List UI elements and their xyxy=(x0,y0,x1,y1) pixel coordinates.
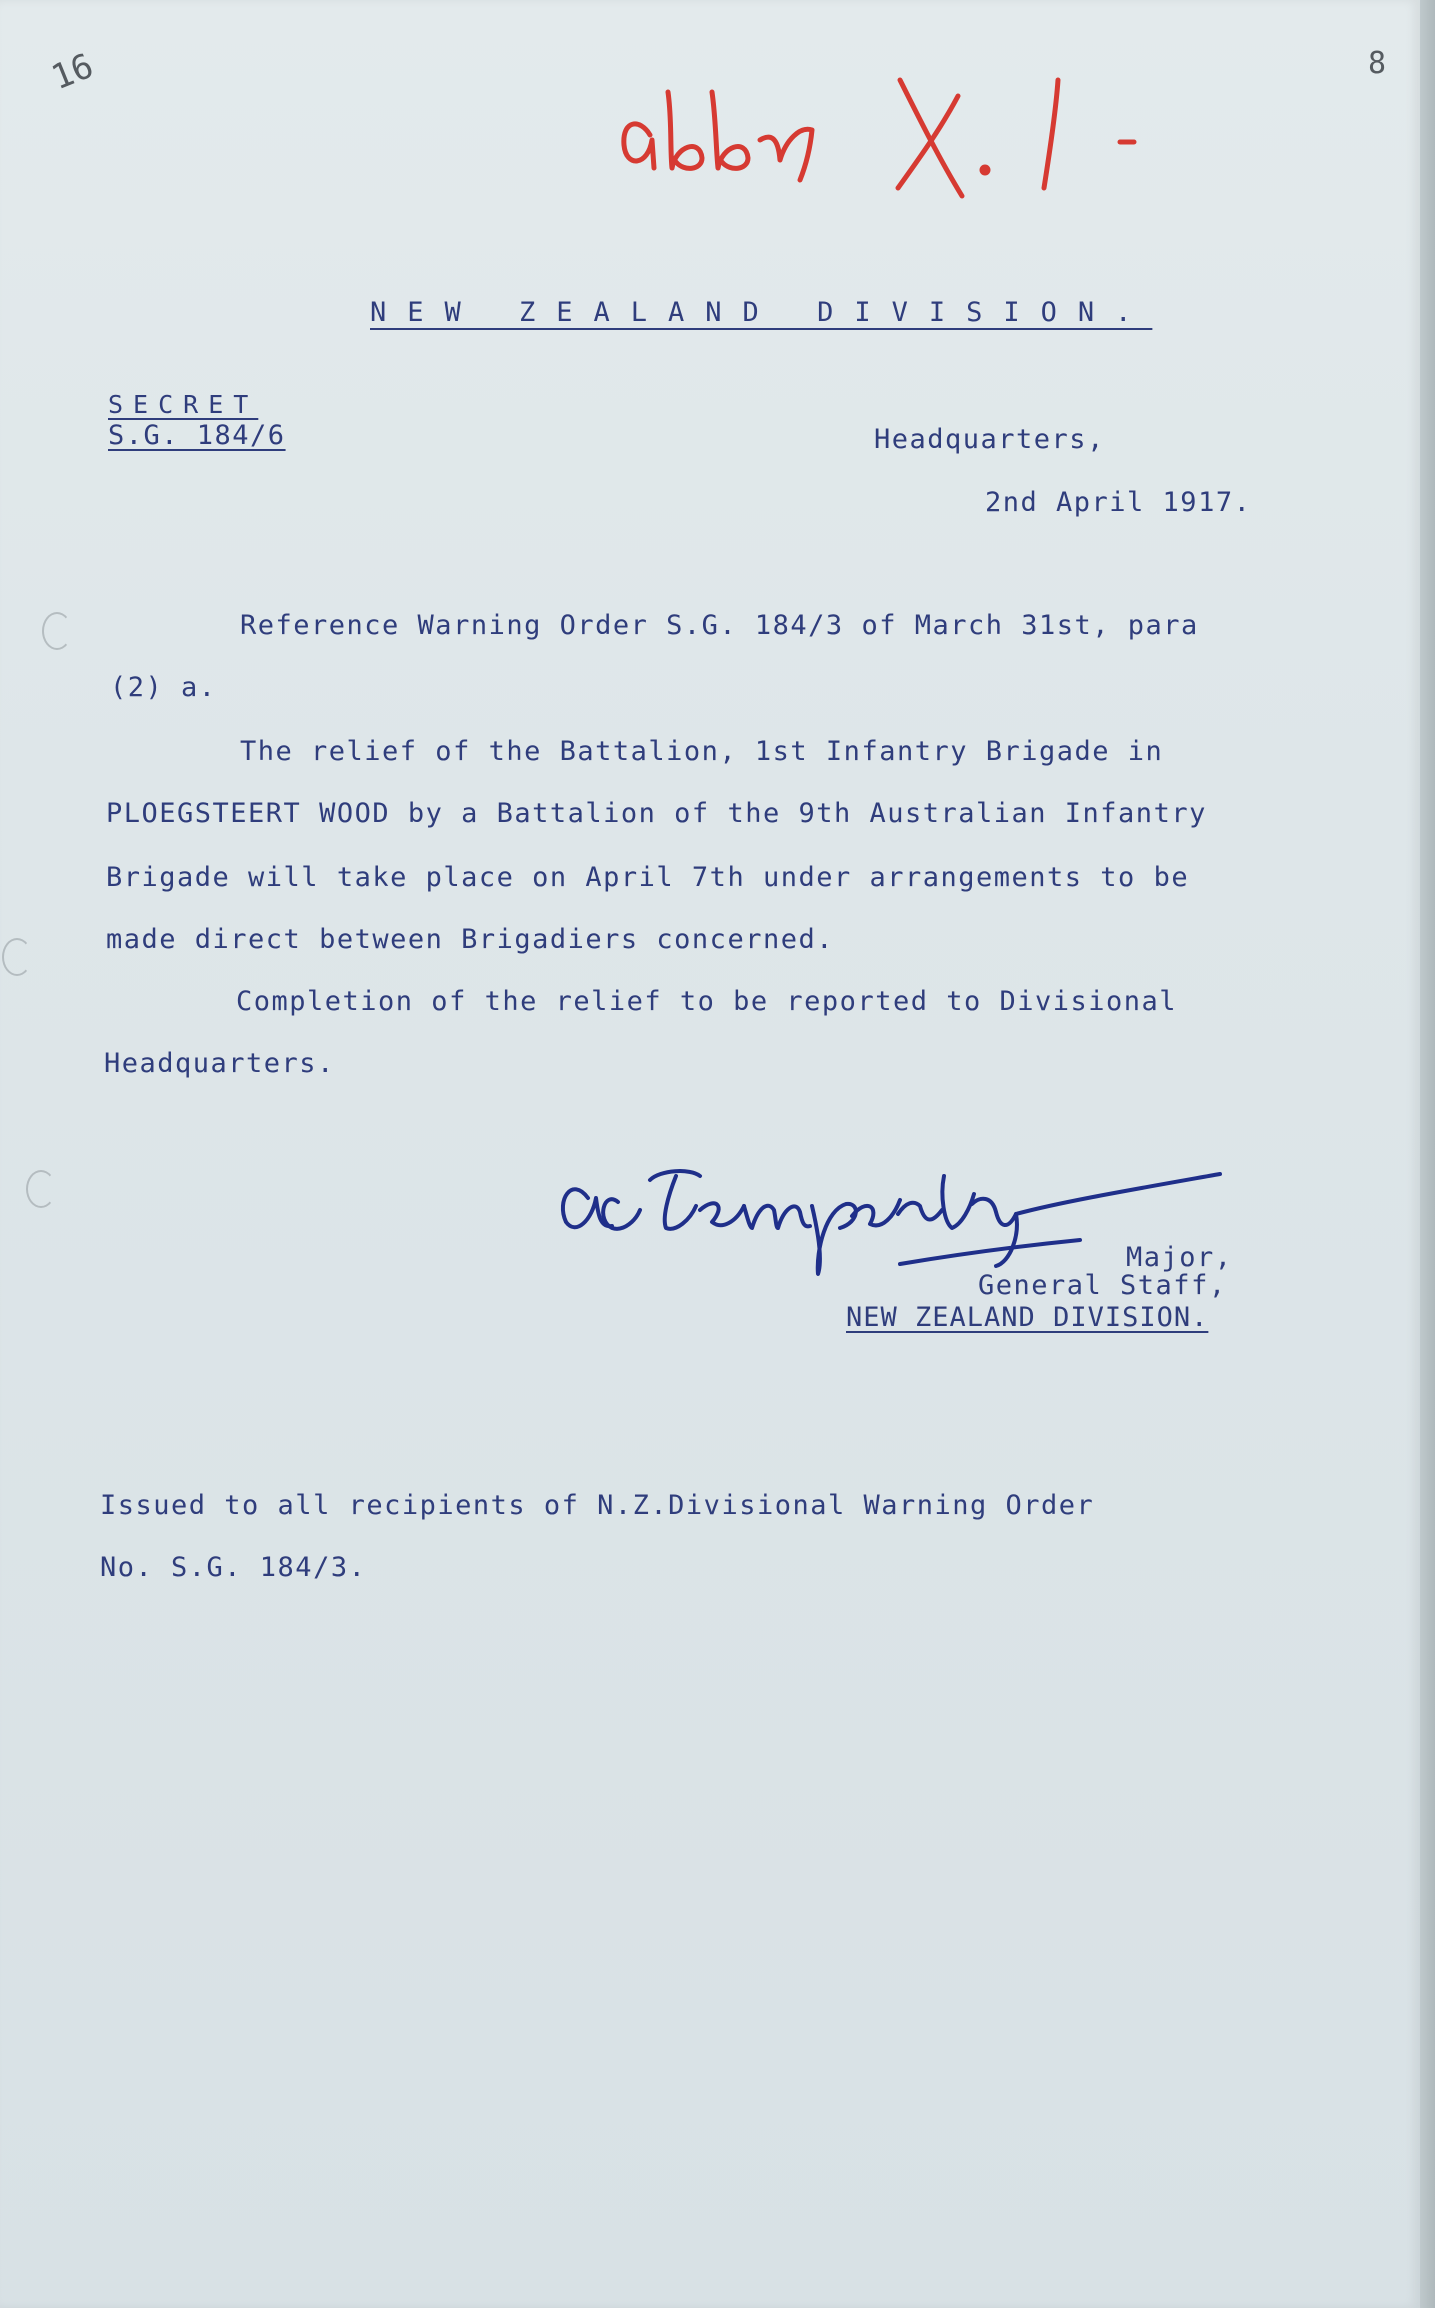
body-line: Reference Warning Order S.G. 184/3 of March 31st, para xyxy=(240,610,1199,641)
folio-number-left: 16 xyxy=(45,45,99,99)
distribution-line: Issued to all recipients of N.Z.Divisional Warning Order xyxy=(100,1490,1095,1521)
signatory-staff: General Staff, xyxy=(978,1270,1227,1301)
body-line: (2) a. xyxy=(110,672,217,703)
page-edge xyxy=(1420,0,1435,2308)
document-date: 2nd April 1917. xyxy=(985,487,1252,518)
body-line: Brigade will take place on April 7th under arrangements to be xyxy=(106,862,1190,893)
punch-hole xyxy=(26,1170,56,1208)
signatory-unit: NEW ZEALAND DIVISION. xyxy=(846,1302,1209,1333)
signatory-rank: Major, xyxy=(1126,1242,1233,1273)
distribution-line: No. S.G. 184/3. xyxy=(100,1552,367,1583)
reference-number: S.G. 184/6 xyxy=(108,420,286,451)
punch-hole xyxy=(42,612,72,650)
body-line: Completion of the relief to be reported to Divisional xyxy=(236,986,1178,1017)
headquarters-label: Headquarters, xyxy=(874,424,1105,455)
division-title: NEW ZEALAND DIVISION. xyxy=(370,297,1153,328)
body-line: PLOEGSTEERT WOOD by a Battalion of the 9th Australian Infantry xyxy=(106,798,1207,829)
classification-label: SECRET xyxy=(108,390,259,419)
body-line: Headquarters. xyxy=(104,1048,335,1079)
body-line: made direct between Brigadiers concerned. xyxy=(106,924,834,955)
body-line: The relief of the Battalion, 1st Infantry Brigade in xyxy=(240,736,1164,767)
punch-hole xyxy=(2,938,32,976)
folio-number-right: 8 xyxy=(1368,46,1387,81)
